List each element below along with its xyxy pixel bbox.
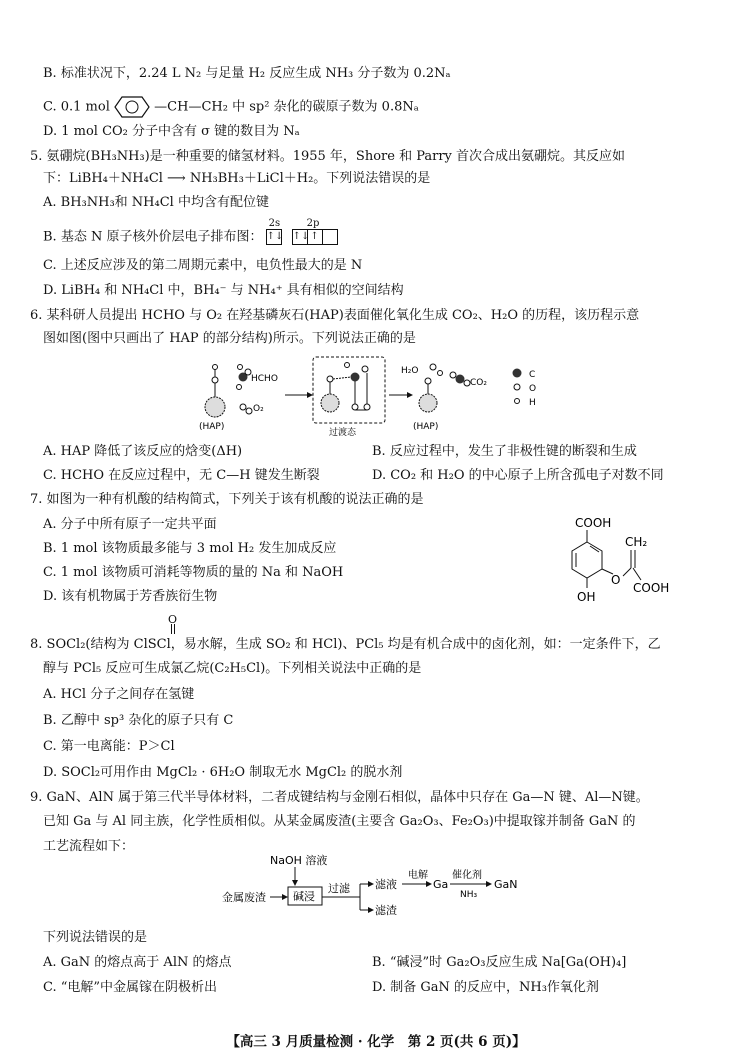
q6-stem-line2: 图如图(图中只画出了 HAP 的部分结构)所示。下列说法正确的是: [43, 331, 416, 346]
q9-option-c: C. “电解”中金属镓在阴极析出: [43, 980, 218, 995]
q5-stem-line1: 5. 氨硼烷(BH₃NH₃)是一种重要的储氢材料。1955 年，Shore 和 Parry 首次合成出氨硼烷。其反应如: [30, 149, 626, 164]
q5-option-d: D. LiBH₄ 和 NH₄Cl 中，BH₄⁻ 与 NH₄⁺ 具有相似的空间结构: [43, 283, 404, 298]
flow-alkali: 碱浸: [293, 890, 315, 903]
q9-option-b: B. “碱浸”时 Ga₂O₃反应生成 Na[Ga(OH)₄]: [372, 955, 627, 970]
flow-electrolysis: 电解: [408, 870, 428, 881]
flow-nh3: NH₃: [460, 890, 478, 900]
orbital-box-2p-2: ↑: [307, 229, 323, 245]
co2-label: CO₂: [470, 378, 487, 388]
flow-waste: 金属废渣: [222, 891, 266, 904]
page-footer: 【高三 3 月质量检测 · 化学 第 2 页(共 6 页)】: [226, 1034, 526, 1050]
struct-ch2: CH₂: [625, 535, 648, 549]
q4-option-c-suffix: —CH—CH₂ 中 sp² 杂化的碳原子数为 0.8Nₐ: [154, 99, 419, 115]
h2o-label: H₂O: [401, 366, 419, 376]
q6-option-c: C. HCHO 在反应过程中，无 C—H 键发生断裂: [43, 468, 320, 483]
q7-option-d: D. 该有机物属于芳香族衍生物: [43, 589, 218, 604]
q8-option-d: D. SOCl₂可用作由 MgCl₂ · 6H₂O 制取无水 MgCl₂ 的脱水剂: [43, 765, 403, 780]
orbital-diagram: [266, 218, 359, 245]
transition-state-label: 过渡态: [329, 428, 357, 438]
struct-cooh-right: COOH: [633, 581, 670, 595]
orbital-box-2s: ↑↓: [266, 229, 282, 245]
q8-option-c: C. 第一电离能：P＞Cl: [43, 739, 175, 754]
q5-option-b-prefix: B. 基态 N 原子核外价层电子排布图：: [43, 229, 263, 245]
q5-option-b: [43, 218, 359, 246]
flow-gan: GaN: [494, 878, 518, 891]
orbital-2s-label: 2s: [268, 218, 281, 229]
q9-stem-line3: 工艺流程如下：: [43, 839, 135, 854]
q8-stem-line2: 醇与 PCl₅ 反应可生成氯乙烷(C₂H₅Cl)。下列相关说法中正确的是: [43, 661, 422, 676]
struct-o: O: [611, 573, 621, 587]
q6-mechanism-figure: [195, 355, 575, 440]
q9-stem-line2: 已知 Ga 与 Al 同主族，化学性质相似。从某金属废渣(主要含 Ga₂O₃、Fe₂O₃)中提取镓并制备 GaN 的: [43, 814, 636, 829]
q6-stem-line1: 6. 某科研人员提出 HCHO 与 O₂ 在羟基磷灰石(HAP)表面催化氧化生成 CO₂、H₂O 的历程，该历程示意: [30, 308, 640, 323]
q9-flowchart: [220, 852, 540, 920]
o2-label: O₂: [253, 404, 264, 414]
flow-filter: 过滤: [328, 882, 350, 895]
hap-label-1: (HAP): [199, 422, 225, 432]
q8-option-a: A. HCl 分子之间存在氢键: [43, 687, 195, 702]
q9-option-a: A. GaN 的熔点高于 AlN 的熔点: [43, 955, 232, 970]
hap-surface-1: [199, 365, 225, 433]
struct-oh: OH: [577, 590, 596, 604]
products: [401, 364, 487, 432]
q8-stem-struct: ClSCl: [133, 637, 171, 652]
o2-molecule: [240, 404, 264, 414]
legend: [513, 369, 537, 409]
q9-option-d: D. 制备 GaN 的反应中，NH₃作氧化剂: [372, 980, 599, 995]
legend-o: O: [529, 384, 537, 394]
q7-option-a: A. 分子中所有原子一定共平面: [43, 517, 217, 532]
orbital-2p-label: 2p: [306, 218, 320, 229]
flow-naoh: NaOH 溶液: [270, 854, 328, 867]
q6-option-b: B. 反应过程中，发生了非极性键的断裂和生成: [372, 444, 637, 459]
flow-residue: 滤渣: [375, 904, 397, 917]
q5-option-c: C. 上述反应涉及的第二周期元素中，电负性最大的是 N: [43, 258, 363, 273]
q4-option-b: B. 标准状况下，2.24 L N₂ 与足量 H₂ 反应生成 NH₃ 分子数为 0.2Nₐ: [43, 66, 451, 81]
q8-double-bond: [171, 624, 175, 634]
hcho-molecule: [237, 365, 278, 390]
flow-filtrate: 滤液: [375, 878, 397, 891]
q4-option-d: D. 1 mol CO₂ 分子中含有 σ 键的数目为 Nₐ: [43, 124, 300, 139]
hcho-label: HCHO: [251, 374, 278, 384]
q9-stem-line1: 9. GaN、AlN 属于第三代半导体材料，二者成键结构与金刚石相似，晶体中只存在 Ga—N 键、Al—N键。: [30, 790, 649, 805]
q7-structure: [545, 510, 685, 610]
flow-catalyst: 催化剂: [452, 870, 482, 881]
flow-ga: Ga: [433, 878, 449, 891]
q4-option-c: [43, 96, 419, 118]
q4-option-c-prefix: C. 0.1 mol: [43, 99, 110, 115]
struct-cooh-top: COOH: [575, 516, 612, 530]
legend-h: H: [529, 398, 536, 408]
hap-label-2: (HAP): [413, 422, 439, 432]
q8-stem-part1: 8. SOCl₂(结构为: [30, 637, 130, 652]
q9-ask: 下列说法错误的是: [43, 930, 148, 945]
legend-c: C: [529, 370, 536, 380]
benzene-ring-icon: [114, 96, 150, 118]
q8-stem-line1: [30, 637, 661, 653]
q8-stem-part2: ，易水解，生成 SO₂ 和 HCl)、PCl₅ 均是有机合成中的卤化剂，如：一定条件下，乙: [170, 637, 661, 652]
orbital-box-2p-3: [322, 229, 338, 245]
q7-option-b: B. 1 mol 该物质最多能与 3 mol H₂ 发生加成反应: [43, 541, 337, 556]
transition-state: [313, 357, 385, 438]
q5-stem-line2: 下：LiBH₄＋NH₄Cl ⟶ NH₃BH₃＋LiCl＋H₂。下列说法错误的是: [43, 171, 431, 186]
q8-o-above: O: [168, 613, 178, 626]
q7-stem: 7. 如图为一种有机酸的结构简式，下列关于该有机酸的说法正确的是: [30, 492, 424, 507]
q5-option-a: A. BH₃NH₃和 NH₄Cl 中均含有配位键: [43, 195, 269, 210]
q6-option-a: A. HAP 降低了该反应的焓变(ΔH): [43, 444, 243, 459]
q7-option-c: C. 1 mol 该物质可消耗等物质的量的 Na 和 NaOH: [43, 565, 344, 580]
orbital-box-2p-1: ↑↓: [292, 229, 308, 245]
q6-option-d: D. CO₂ 和 H₂O 的中心原子上所含孤电子对数不同: [372, 468, 664, 483]
q8-option-b: B. 乙醇中 sp³ 杂化的原子只有 C: [43, 713, 234, 728]
